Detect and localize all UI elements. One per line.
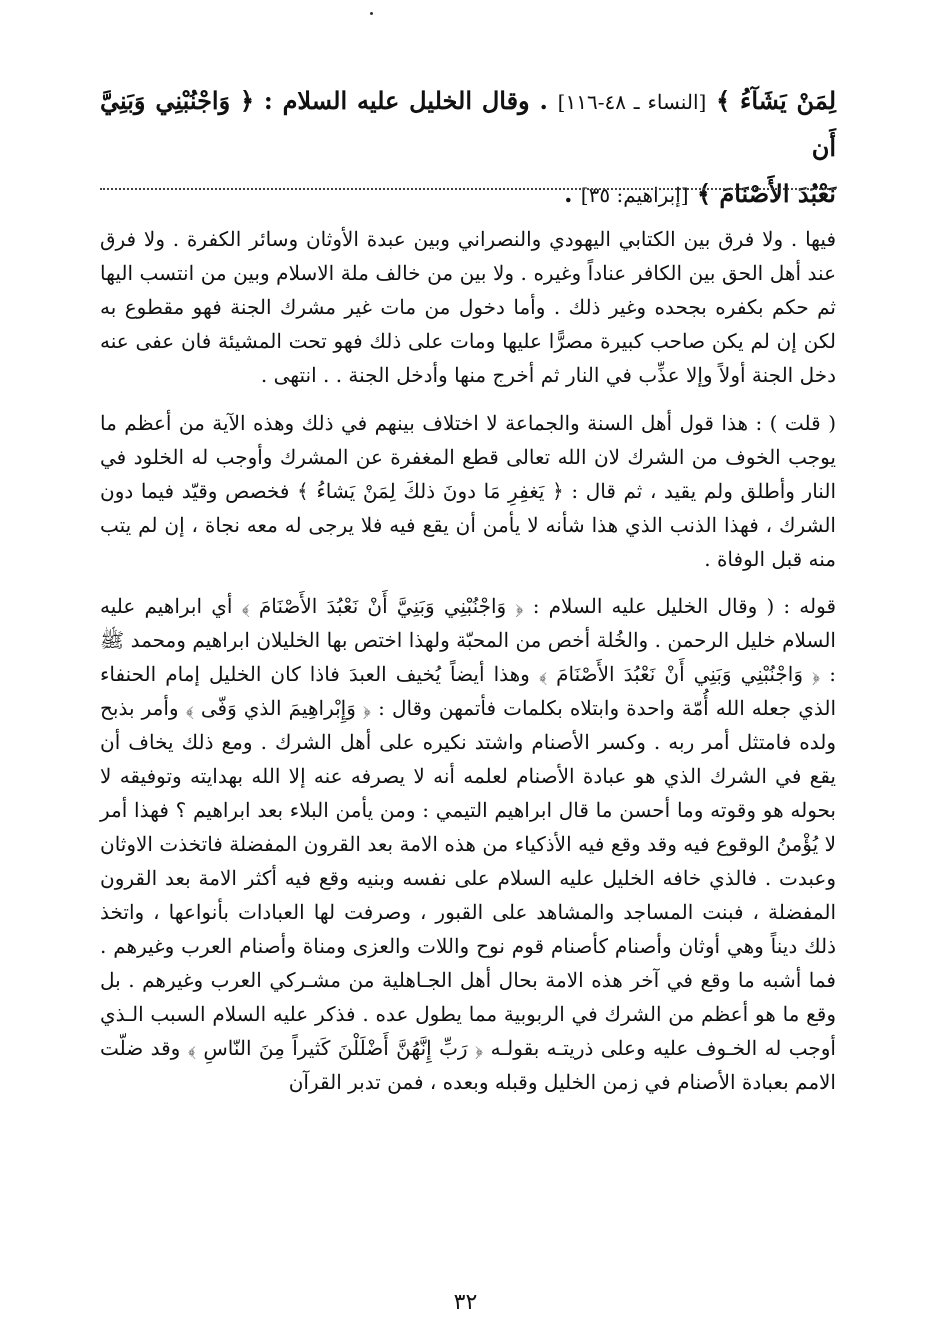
header-line-1: [100, 78, 836, 171]
header-line1-verse: لِمَنْ يَشَآءُ ﴾: [716, 86, 837, 115]
paragraph: ( قلت ) : هذا قول أهل السنة والجماعة لا اختلاف بينهم في ذلك وهذه الآية من أعظم ما يوجب الخوف من الشرك لان الله تعالى قطع المغفرة عن المشرك وأوجب له الخلود في النار وأطلق ولم يقيد ، ثم قال : ﴿ يَغفِرِ مَا دونَ ذلكَ لِمَنْ يَشاءُ ﴾ فخصص وقيّد فيما دون الشرك ، فهذا الذنب الذي هذا شأنه لا يأمن أن يقع فيه فلا يرجى له معه نجاة ، إن لم يتب منه قبل الوفاة .: [100, 411, 836, 571]
header-line-2: [100, 171, 836, 218]
header-line1-text: . وقال الخليل عليه السلام : ﴿ وَاجْنُبْنِي وَبَنِيَّ أَن: [100, 86, 836, 162]
dotted-divider: [100, 188, 836, 190]
header-line2-ref: [إبراهيم: ٣٥]: [580, 183, 689, 207]
page-mark: [370, 12, 373, 15]
header-line1-ref: [النساء ـ ٤٨-١١٦]: [557, 90, 707, 114]
header-quote: [100, 78, 836, 218]
header-line2-verse: نَعْبُدَ الأَصْنَامَ ﴾: [696, 179, 836, 208]
body-text: [100, 222, 836, 1099]
page-number: ٣٢: [453, 1290, 478, 1315]
paragraph: قوله : ( وقال الخليل عليه السلام : ﴿ وَاجْنُبْنِي وَبَنِيَّ أَنْ نَعْبُدَ الأَصْنَامَ ﴾ أي ابراهيم عليه السلام خليل الرحمن . والخُلة أخص من المحبّة ولهذا اختص بها الخليلان ابراهيم ومحمد ﷺ : ﴿ وَاجْنُبْنِي وَبَنِي أَنْ نَعْبُدَ الأَصْنَامَ ﴾ وهذا أيضاً يُخيف العبدَ فاذا كان الخليل إمام الحنفاء الذي جعله الله أُمّة واحدة وابتلاه بكلمات فأتمهن وقال : ﴿ وَإِبْراهِيمَ الذي وَفّى ﴾ وأمر بذبح ولده فامتثل أمر ربه . وكسر الأصنام واشتد نكيره على أهل الشرك . ومع ذلك يخاف أن يقع في الشرك الذي هو عبادة الأصنام لعلمه أنه لا يصرفه عنه إلا الله بهدايته وتوفيقه لا بحوله هو وقوته وما أحسن ما قال ابراهيم التيمي : ومن يأمن البلاء بعد ابراهيم ؟ فهذا أمر لا يُؤْمنُ الوقوع فيه وقد وقع فيه الأذكياء من هذه الامة بعد القرون المفضلة فاتخذت الاوثان وعبدت . فالذي خافه الخليل عليه السلام على نفسه وبنيه وقع فيه أكثر الامة بعد القرون المفضلة ، فبنت المساجد والمشاهد على القبور ، وصرفت لها العبادات بأنواعها ، واتخذ ذلك ديناً وهي أوثان وأصنام كأصنام قوم نوح واللات والعزى ومناة وأصنام العرب وغيرهم . فما أشبه ما وقع في آخر هذه الامة بحال أهل الجـاهلية من مشـركي العرب وغيرهم . بل وقع ما هو أعظم من الشرك في الربوبية مما يطول عده . فذكر عليه السلام السبب الـذي أوجب له الخـوف عليه وعلى ذريتـه بقولـه ﴿ رَبِّ إِنَّهُنَّ أَضْلَلْنَ كَثيراً مِنَ النّاسِ ﴾ وقد ضلّت الامم بعبادة الأصنام في زمن الخليل وقبله وبعده ، فمن تدبر القرآن: [100, 594, 837, 1094]
paragraph: فيها . ولا فرق بين الكتابي اليهودي والنصراني وبين عبدة الأوثان وسائر الكفرة . ولا فرق عند أهل الحق بين الكافر عناداً وغيره . ولا بين من خالف ملة الاسلام وبين من انتسب اليها ثم حكم بكفره بجحده وغير ذلك . وأما دخول من مات غير مشرك الجنة فهو مقطوع به لكن إن لم يكن صاحب كبيرة مصرًّا عليها ومات على ذلك فهو تحت المشيئة فان عفى عنه دخل الجنة أولاً وإلا عذِّب في النار ثم أخرج منها وأدخل الجنة . . انتهى .: [100, 227, 836, 387]
header-line2-end: .: [564, 179, 573, 208]
